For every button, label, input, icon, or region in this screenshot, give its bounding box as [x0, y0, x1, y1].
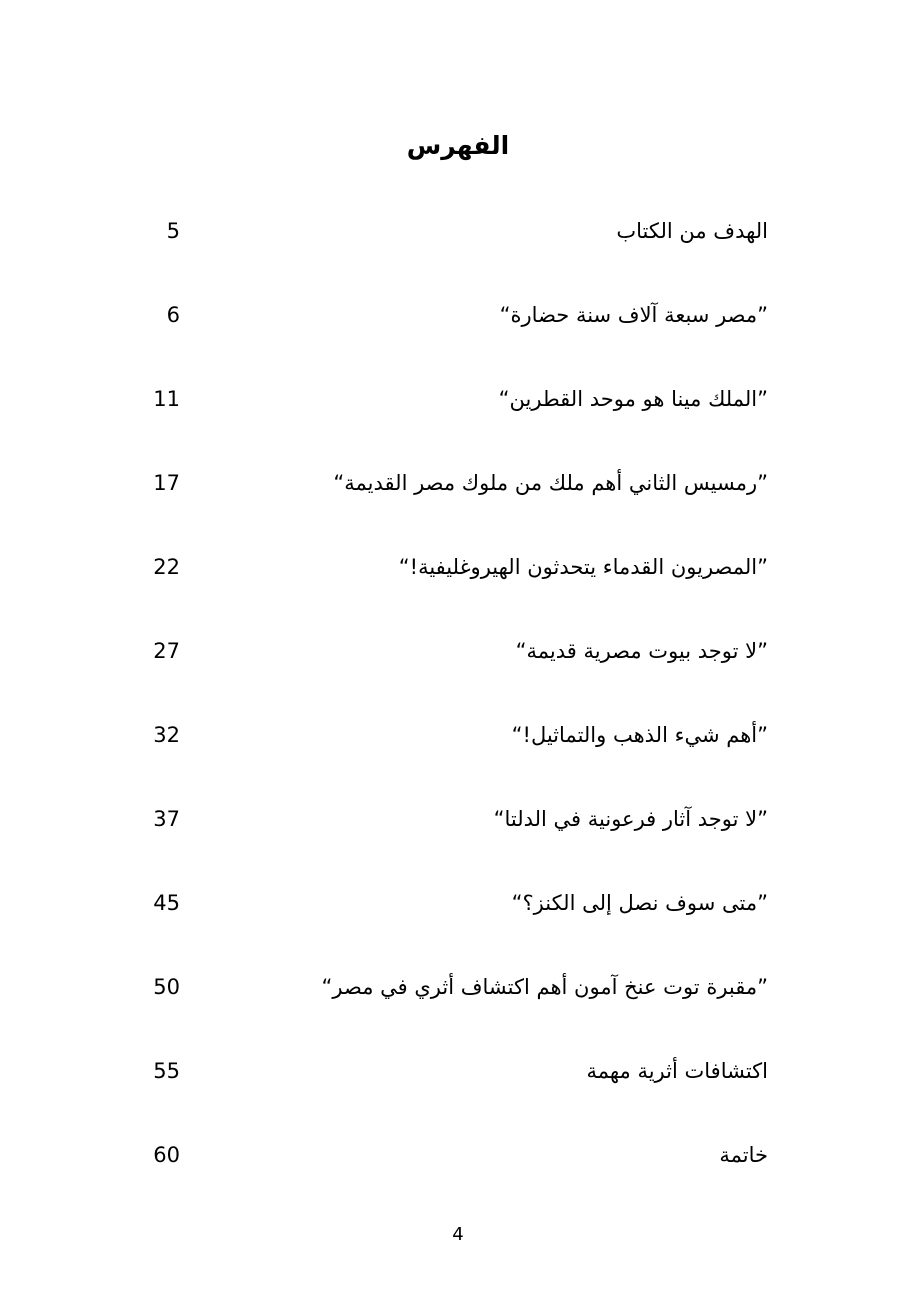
toc-entry-page: 32 [153, 723, 180, 747]
toc-entry-label: ”متى سوف نصل إلى الكنز؟“ [511, 891, 768, 915]
toc-entry [140, 460, 768, 544]
toc-entry-page: 37 [153, 807, 180, 831]
toc-entry-page: 50 [153, 975, 180, 999]
toc-entry [140, 1132, 768, 1216]
toc-entry-label: الهدف من الكتاب [616, 219, 768, 243]
toc-entry-page: 6 [166, 303, 180, 327]
page-number: 4 [452, 1224, 464, 1245]
toc-entry-label: ”لا توجد آثار فرعونية في الدلتا“ [493, 807, 768, 831]
toc-entry-page: 27 [153, 639, 180, 663]
toc-entry [140, 208, 768, 292]
toc-entry [140, 544, 768, 628]
toc-entry-label: اكتشافات أثرية مهمة [586, 1059, 768, 1083]
toc-entry-label: ”مصر سبعة آلاف سنة حضارة“ [499, 303, 768, 327]
toc-entry [140, 376, 768, 460]
toc-entry [140, 880, 768, 964]
toc-entry [140, 964, 768, 1048]
toc-entry-page: 55 [153, 1059, 180, 1083]
toc-entry-page: 5 [166, 219, 180, 243]
toc-entry [140, 712, 768, 796]
toc-entry-page: 11 [153, 387, 180, 411]
toc-entry [140, 796, 768, 880]
toc-entry [140, 292, 768, 376]
toc-entry-page: 45 [153, 891, 180, 915]
toc-entry [140, 628, 768, 712]
table-of-contents [140, 208, 768, 1216]
toc-entry-label: خاتمة [719, 1143, 768, 1167]
toc-entry-label: ”المصريون القدماء يتحدثون الهيروغليفية!“ [398, 555, 768, 579]
toc-entry-label: ”مقبرة توت عنخ آمون أهم اكتشاف أثري في مصر“ [321, 975, 768, 999]
page-title: الفهرس [406, 131, 510, 160]
toc-entry-label: ”أهم شيء الذهب والتماثيل!“ [511, 723, 768, 747]
toc-entry-label: ”رمسيس الثاني أهم ملك من ملوك مصر القديمة“ [333, 471, 768, 495]
toc-entry-page: 22 [153, 555, 180, 579]
toc-entry-page: 17 [153, 471, 180, 495]
toc-entry-label: ”لا توجد بيوت مصرية قديمة“ [515, 639, 768, 663]
toc-entry-label: ”الملك مينا هو موحد القطرين“ [498, 387, 768, 411]
toc-entry-page: 60 [153, 1143, 180, 1167]
toc-entry [140, 1048, 768, 1132]
